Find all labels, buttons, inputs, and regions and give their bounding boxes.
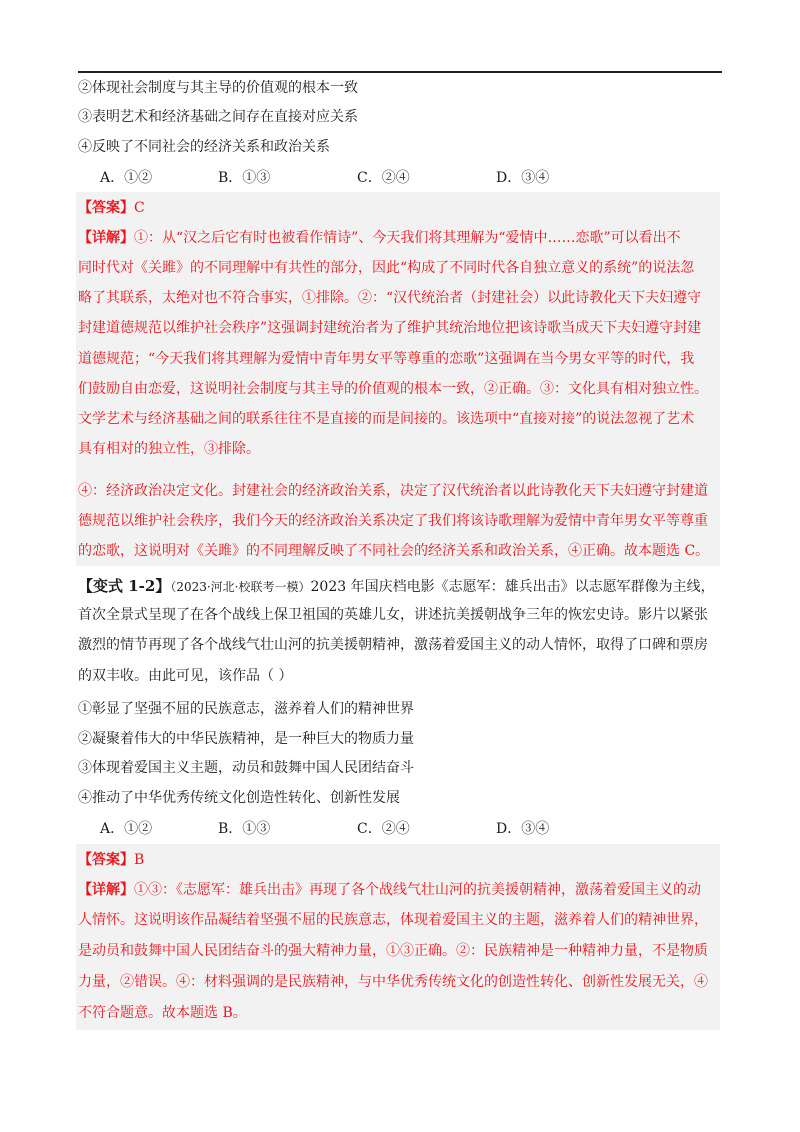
- q2-detail-line-4: 力量，②错误。④：材料强调的是民族精神，与中华优秀传统文化的创造性转化、创新性发展无关，④: [78, 974, 708, 990]
- q1-detail-line-7: 文学艺术与经济基础之间的联系往往不是直接的而是间接的。该选项中“直接对接”的说法忽视了艺术: [78, 411, 695, 427]
- q1-detail-label: 【详解】: [78, 230, 134, 246]
- q1-choice-a: A．①②: [100, 170, 153, 186]
- q1-choice-d: D．③④: [496, 170, 550, 186]
- q2-answer-label: 【答案】: [78, 852, 134, 868]
- q1-answer-value: C: [134, 200, 145, 216]
- q1-detail-line-6: 们鼓励自由恋爱，这说明社会制度与其主导的价值观的根本一致，②正确。③：文化具有相对独立性。: [78, 381, 708, 397]
- q2-stem-text-1: 2023 年国庆档电影《志愿军：雄兵出击》以志愿军群像为主线，: [310, 579, 715, 595]
- q1-option-4: ④反映了不同社会的经济关系和政治关系: [78, 139, 330, 155]
- q1-answer-label: 【答案】: [78, 200, 134, 216]
- q1-detail-line-9: ④：经济政治决定文化。封建社会的经济政治关系，决定了汉代统治者以此诗教化天下夫妇遵守封建道: [78, 483, 708, 499]
- q2-detail-line-3: 是动员和鼓舞中国人民团结奋斗的强大精神力量，①③正确。②：民族精神是一种精神力量，不是物质: [78, 943, 708, 959]
- q2-variant-label: 【变式 1-2】: [78, 577, 171, 595]
- q1-choice-b: B．①③: [218, 170, 271, 186]
- q1-detail-line-5: 道德规范；“今天我们将其理解为爱情中青年男女平等尊重的恋歌”这强调在当今男女平等的时代，我: [78, 351, 695, 367]
- q1-option-3: ③表明艺术和经济基础之间存在直接对应关系: [78, 109, 358, 125]
- q2-detail-label: 【详解】: [78, 882, 134, 898]
- q1-detail-line-11: 的恋歌，这说明对《关雎》的不同理解反映了不同社会的经济关系和政治关系，④正确。故本题选 C。: [78, 543, 710, 559]
- q2-option-3: ③体现着爱国主义主题，动员和鼓舞中国人民团结奋斗: [78, 760, 414, 776]
- q2-stem-line-2: 首次全景式呈现了在各个战线上保卫祖国的英雄儿女，讲述抗美援朝战争三年的恢宏史诗。影片以紧张: [78, 607, 708, 623]
- q1-detail-line-2: 同时代对《关雎》的不同理解中有共性的部分，因此“构成了不同时代各自独立意义的系统”的说法忽: [78, 260, 695, 276]
- q2-detail-line-1: [78, 880, 701, 900]
- q1-detail-line-1: [78, 228, 681, 248]
- q2-option-4: ④推动了中华优秀传统文化创造性转化、创新性发展: [78, 790, 400, 806]
- q1-option-2: ②体现社会制度与其主导的价值观的根本一致: [78, 80, 358, 96]
- q2-answer-value: B: [134, 852, 145, 868]
- q1-detail-line-10: 德规范以维护社会秩序，我们今天的经济政治关系决定了我们将该诗歌理解为爱情中青年男女平等尊重: [78, 513, 708, 529]
- q2-stem-line-3: 激烈的情节再现了各个战线气壮山河的抗美援朝精神，激荡着爱国主义的动人情怀，取得了口碑和票房: [78, 637, 708, 653]
- q1-answer: [78, 198, 145, 218]
- q2-choice-c: C．②④: [357, 821, 410, 837]
- q2-choice-d: D．③④: [496, 821, 550, 837]
- q2-choice-b: B．①③: [218, 821, 271, 837]
- q1-detail-text-1: ①：从“汉之后它有时也被看作情诗”、今天我们将其理解为“爱情中……恋歌”可以看出不: [134, 230, 681, 246]
- q2-detail-line-2: 人情怀。这说明该作品凝结着坚强不屈的民族意志，体现着爱国主义的主题，滋养着人们的精神世界，: [78, 912, 708, 928]
- q2-option-1: ①彰显了坚强不屈的民族意志，滋养着人们的精神世界: [78, 701, 414, 717]
- q1-detail-line-4: 封建道德规范以维护社会秩序”这强调封建统治者为了维护其统治地位把该诗歌当成天下夫妇遵守封建: [78, 320, 702, 336]
- q2-detail-text-1: ①③：《志愿军：雄兵出击》再现了各个战线气壮山河的抗美援朝精神，激荡着爱国主义的动: [134, 882, 701, 898]
- q2-answer: [78, 850, 144, 870]
- q2-detail-line-5: 不符合题意。故本题选 B。: [78, 1005, 247, 1021]
- q2-stem-line-1: [78, 576, 715, 597]
- header-rule: [78, 71, 722, 73]
- q2-option-2: ②凝聚着伟大的中华民族精神，是一种巨大的物质力量: [78, 731, 414, 747]
- q1-choice-c: C．②④: [357, 170, 410, 186]
- q2-choice-a: A．①②: [100, 821, 153, 837]
- q1-detail-line-3: 略了其联系，太绝对也不符合事实，①排除。②：“汉代统治者（封建社会）以此诗教化天下夫妇遵守: [78, 290, 702, 306]
- q1-detail-line-8: 具有相对的独立性，③排除。: [78, 441, 260, 457]
- q2-source: （2023·河北·校联考一模）: [170, 580, 311, 594]
- q2-stem-line-4: 的双丰收。由此可见，该作品（ ）: [78, 668, 293, 684]
